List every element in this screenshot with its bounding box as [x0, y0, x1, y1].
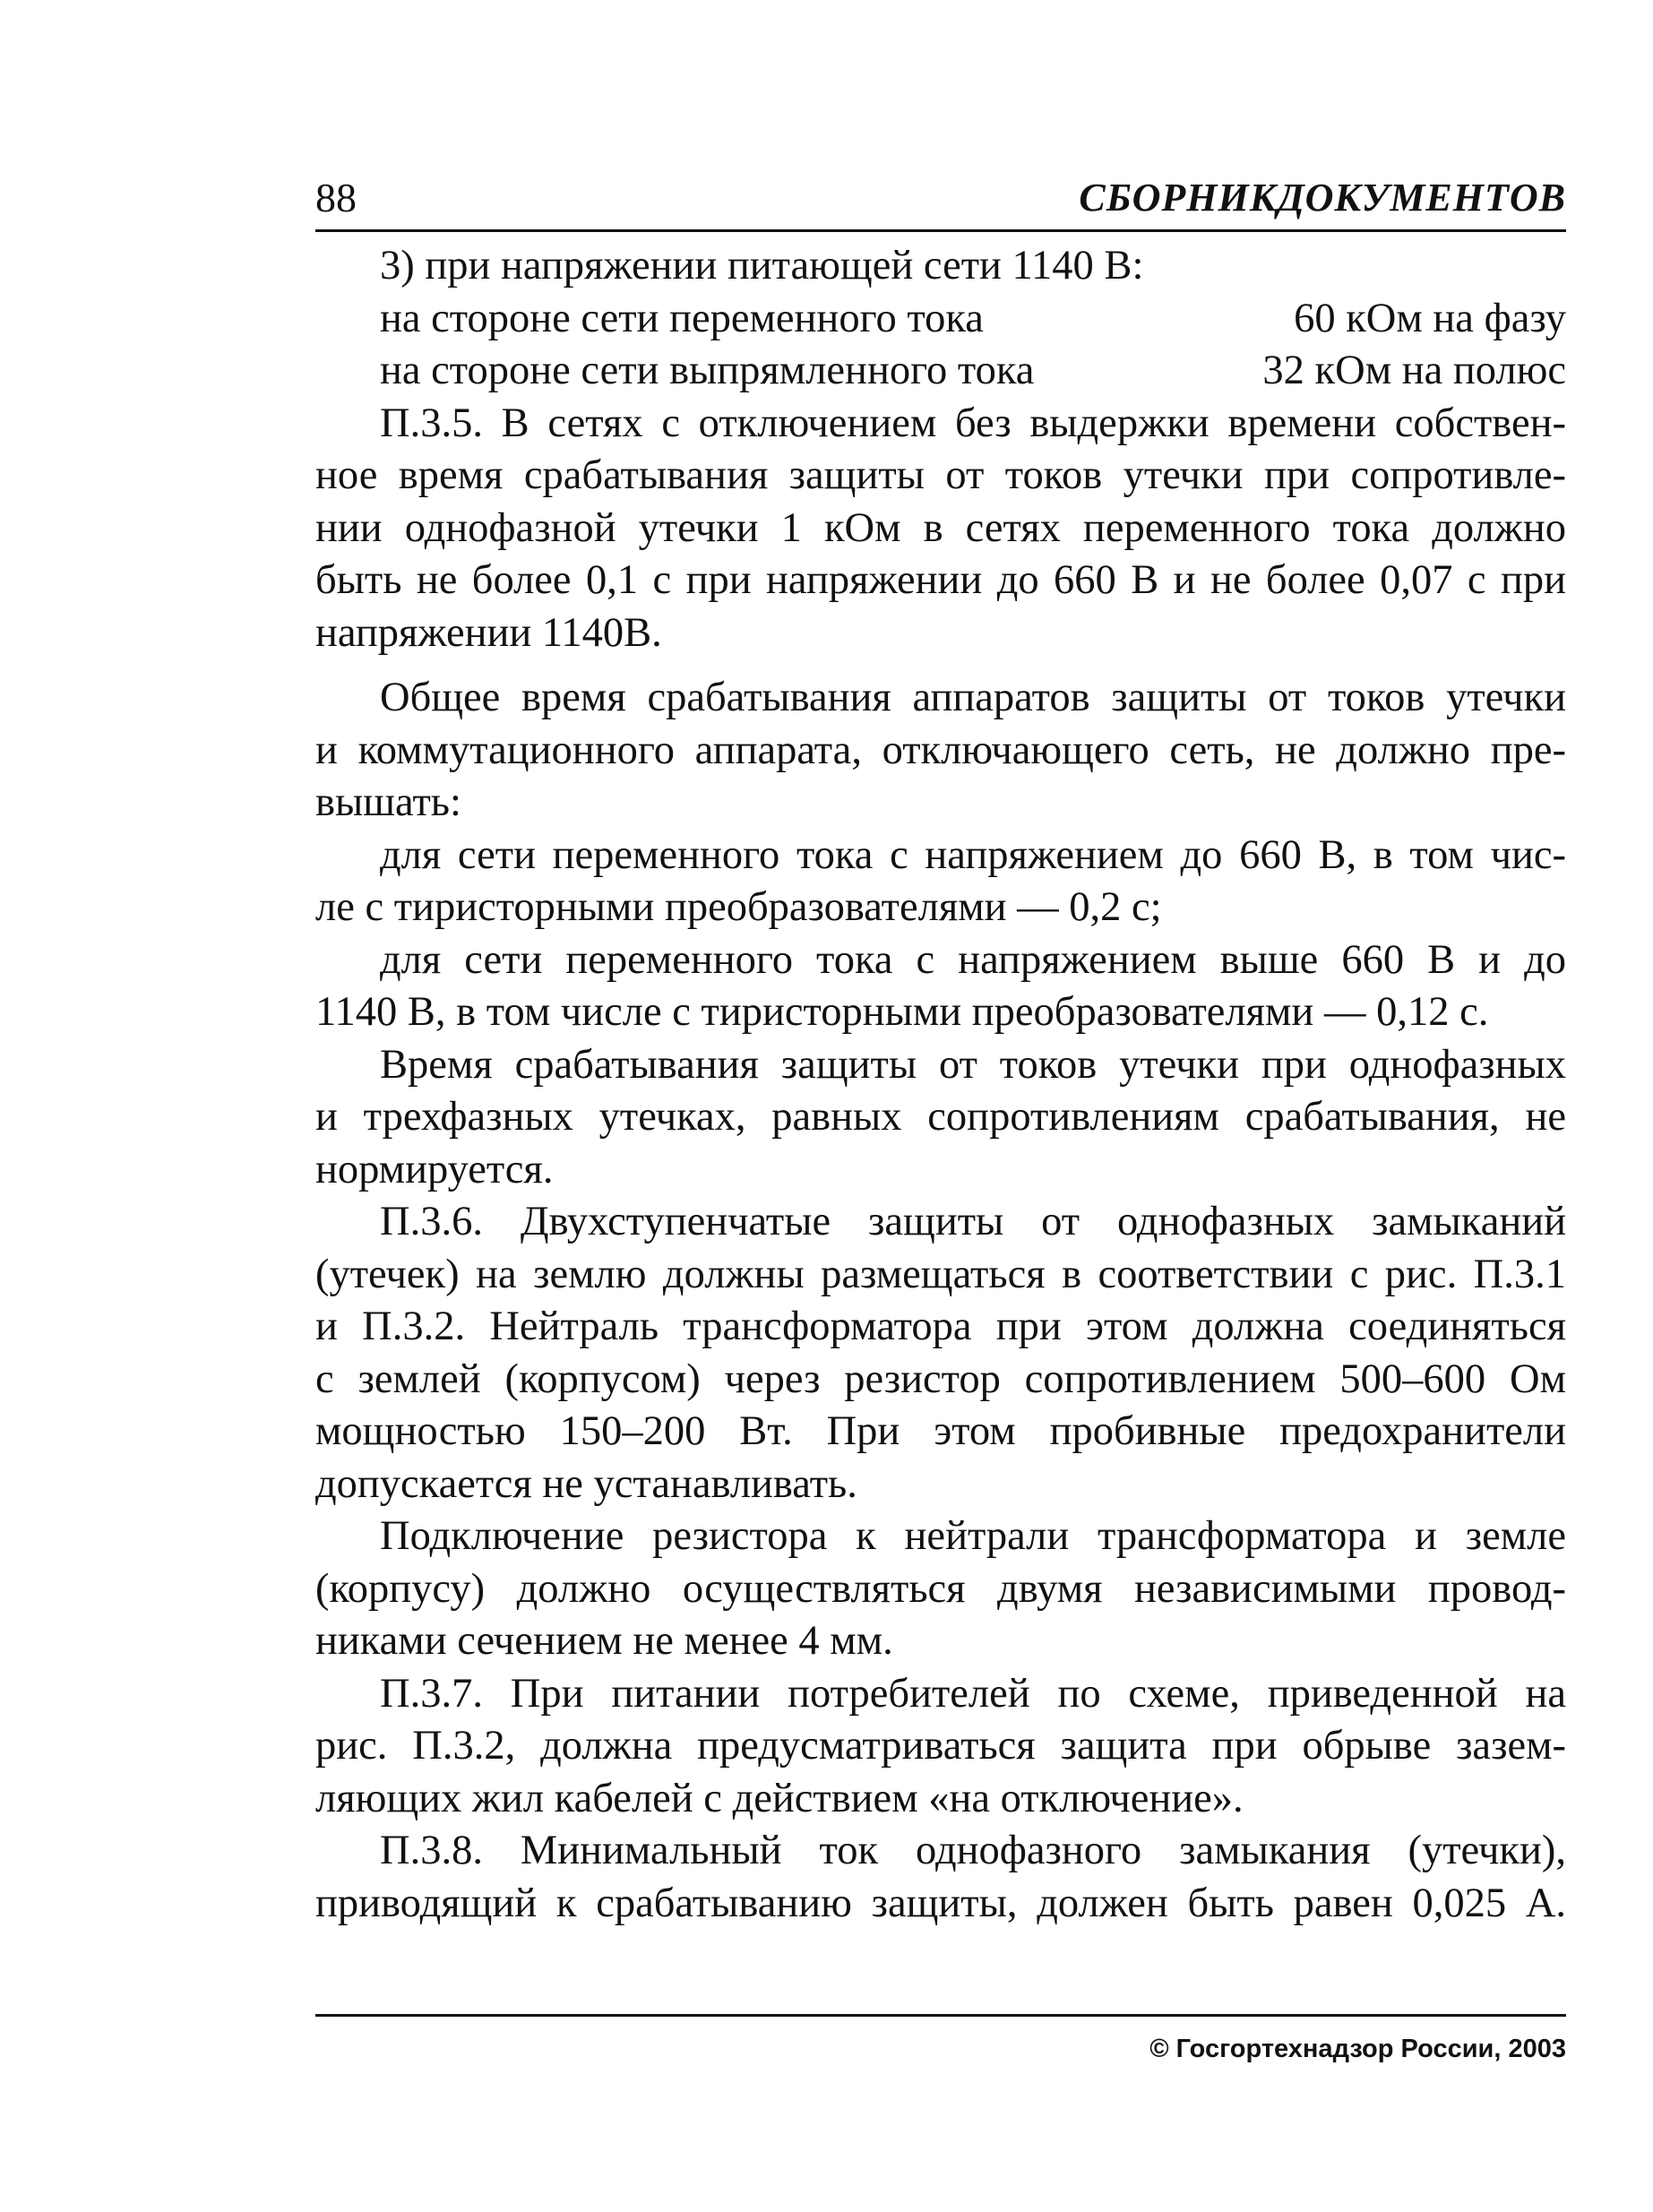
text-line: и трехфазных утечках, равных сопротивлениям срабатывания, не: [315, 1094, 1566, 1140]
line-label: на стороне сети переменного тока: [380, 295, 984, 341]
text-line: [315, 345, 1566, 398]
text-line: (утечек) на землю должны размещаться в соответствии с рис. П.3.1: [315, 1251, 1566, 1297]
text-line: допускается не устанавливать.: [315, 1460, 857, 1507]
line-label: на стороне сети выпрямленного тока: [380, 348, 1035, 393]
text-line: [315, 293, 1566, 346]
text-line: П.3.5. В сетях с отключением без выдержки времени собствен-: [380, 400, 1566, 446]
text-line: ле с тиристорными преобразователями — 0,2 с;: [315, 884, 1162, 930]
text-line: для сети переменного тока с напряжением выше 660 В и до: [380, 936, 1566, 983]
text-line: 3) при напряжении питающей сети 1140 В:: [380, 243, 1144, 288]
text-line: и коммутационного аппарата, отключающего сеть, не должно пре-: [315, 727, 1566, 773]
footer-rule: [315, 2014, 1566, 2017]
text-line: рис. П.3.2, должна предусматриваться защита при обрыве зазем-: [315, 1723, 1566, 1769]
running-title: СБОРНИКДОКУМЕНТОВ: [1079, 176, 1566, 219]
line-value: 32 кОм на полюс: [1262, 348, 1566, 393]
text-line: Подключение резистора к нейтрали трансформатора и земле: [380, 1513, 1566, 1559]
text-line: мощностью 150–200 Вт. При этом пробивные предохранители: [315, 1408, 1566, 1454]
text-line: ное время срабатывания защиты от токов утечки при сопротивле-: [315, 452, 1566, 498]
text-line: (корпусу) должно осуществляться двумя независимыми провод-: [315, 1565, 1566, 1612]
text-line: 1140 В, в том числе с тиристорными преобразователями — 0,12 с.: [315, 989, 1489, 1035]
line-value: 60 кОм на фазу: [1294, 295, 1566, 341]
text-line: приводящий к срабатыванию защиты, должен быть равен 0,025 А.: [315, 1880, 1566, 1926]
text-line: П.3.7. При питании потребителей по схеме, приведенной на: [380, 1670, 1566, 1717]
text-line: с землей (корпусом) через резистор сопротивлением 500–600 Ом: [315, 1356, 1566, 1402]
text-line: Время срабатывания защиты от токов утечки при однофазных: [380, 1041, 1566, 1088]
text-line: и П.3.2. Нейтраль трансформатора при этом должна соединяться: [315, 1304, 1566, 1349]
text-line: ляющих жил кабелей с действием «на отключение».: [315, 1775, 1244, 1821]
copyright-notice: © Госгортехнадзор России, 2003: [1149, 2035, 1566, 2063]
paragraph-gap: [315, 659, 1566, 672]
text-line: никами сечением не менее 4 мм.: [315, 1618, 893, 1664]
page-number: 88: [315, 175, 357, 220]
text-line: для сети переменного тока с напряжением до 660 В, в том чис-: [380, 831, 1566, 878]
text-line: Общее время срабатывания аппаратов защиты от токов утечки: [380, 675, 1566, 720]
text-line: быть не более 0,1 с при напряжении до 660 В и не более 0,07 с при: [315, 557, 1566, 603]
text-line: нормируется.: [315, 1146, 554, 1192]
text-line: напряжении 1140В.: [315, 609, 662, 656]
page-header: [315, 173, 1566, 227]
text-line: П.3.8. Минимальный ток однофазного замыкания (утечки),: [380, 1828, 1566, 1873]
body-text: [315, 240, 1566, 1930]
header-rule: [315, 229, 1566, 232]
text-line: П.3.6. Двухступенчатые защиты от однофазных замыканий: [380, 1199, 1566, 1244]
text-line: нии однофазной утечки 1 кОм в сетях переменного тока должно: [315, 504, 1566, 551]
text-line: вышать:: [315, 779, 461, 825]
